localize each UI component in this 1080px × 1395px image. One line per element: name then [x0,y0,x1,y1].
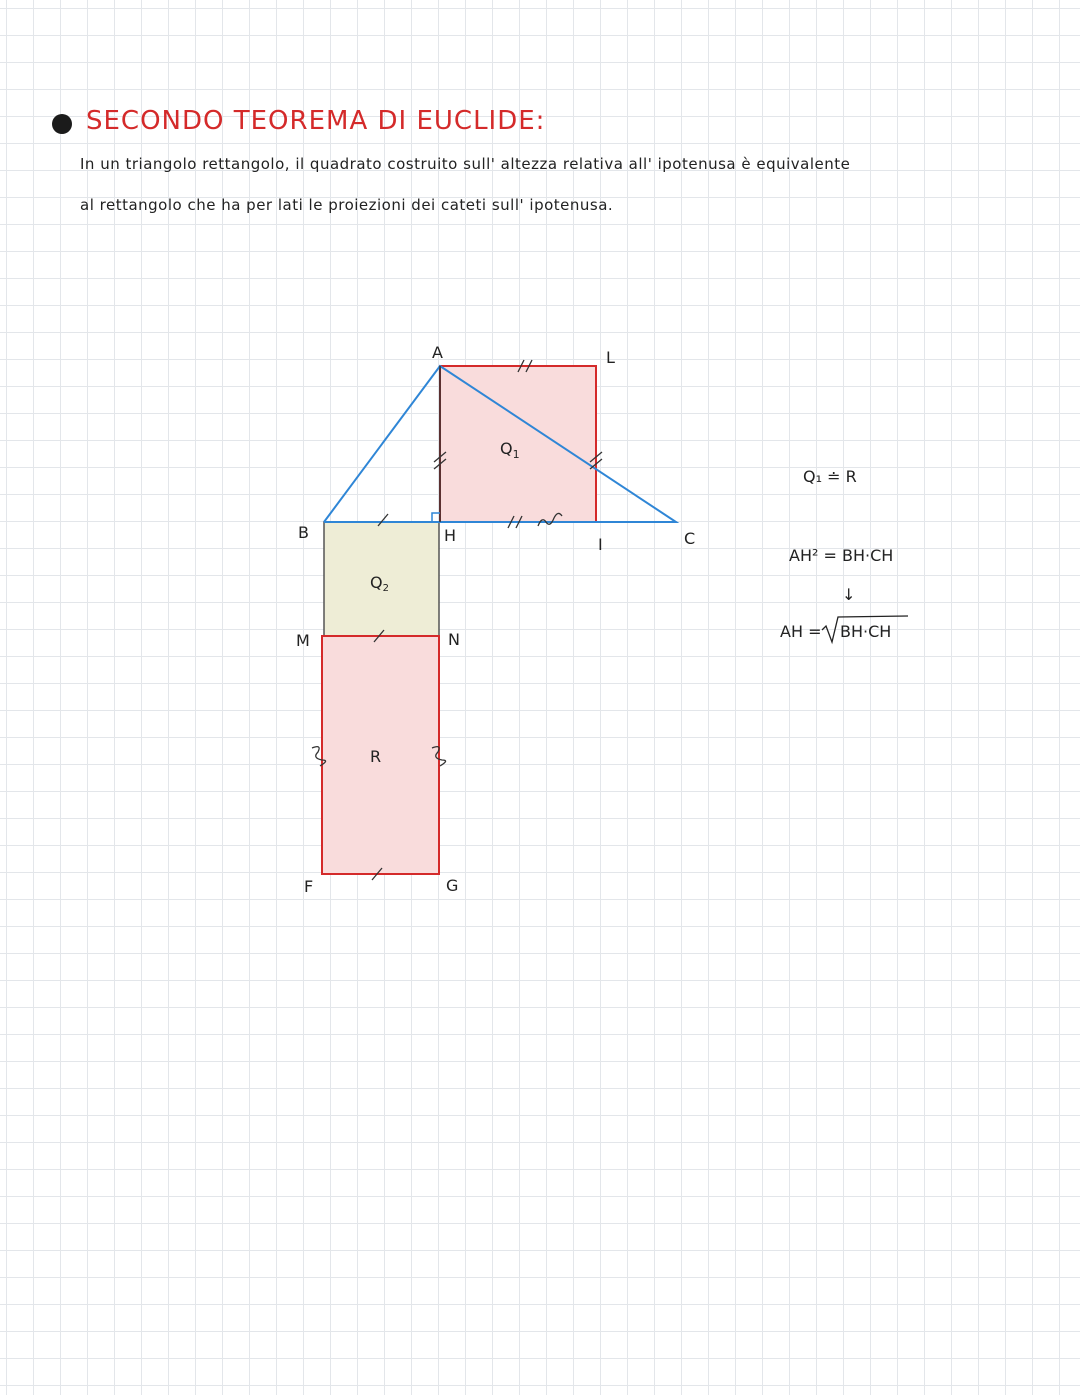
label-l: L [606,348,615,367]
label-q1: $Q_1$ [500,439,520,461]
label-m: M [296,631,310,650]
formula-root-lhs: AH = [780,622,822,641]
formula-equivalence: Q₁ ≐ R [803,467,857,486]
label-g: G [446,876,459,895]
label-f: F [304,877,314,896]
label-a: A [432,343,443,362]
page-title: SECONDO TEOREMA DI EUCLIDE: [86,106,546,136]
arrow-down-icon: ↓ [842,585,856,604]
right-angle-mark [432,513,440,522]
label-r: R [370,747,382,766]
statement-line-1: In un triangolo rettangolo, il quadrato costruito sull' altezza relativa all' ipotenusa è equivalente [80,155,851,173]
label-b: B [298,523,309,542]
label-i: I [598,535,603,554]
formula-root-rhs: BH·CH [840,622,892,641]
label-h: H [444,526,457,545]
label-n: N [448,630,460,649]
formula-relation: AH² = BH·CH [789,546,894,565]
statement-line-2: al rettangolo che ha per lati le proiezioni dei cateti sull' ipotenusa. [80,196,614,214]
label-c: C [684,529,696,548]
square-q1 [440,366,596,522]
label-q2: Q2 [370,573,389,594]
